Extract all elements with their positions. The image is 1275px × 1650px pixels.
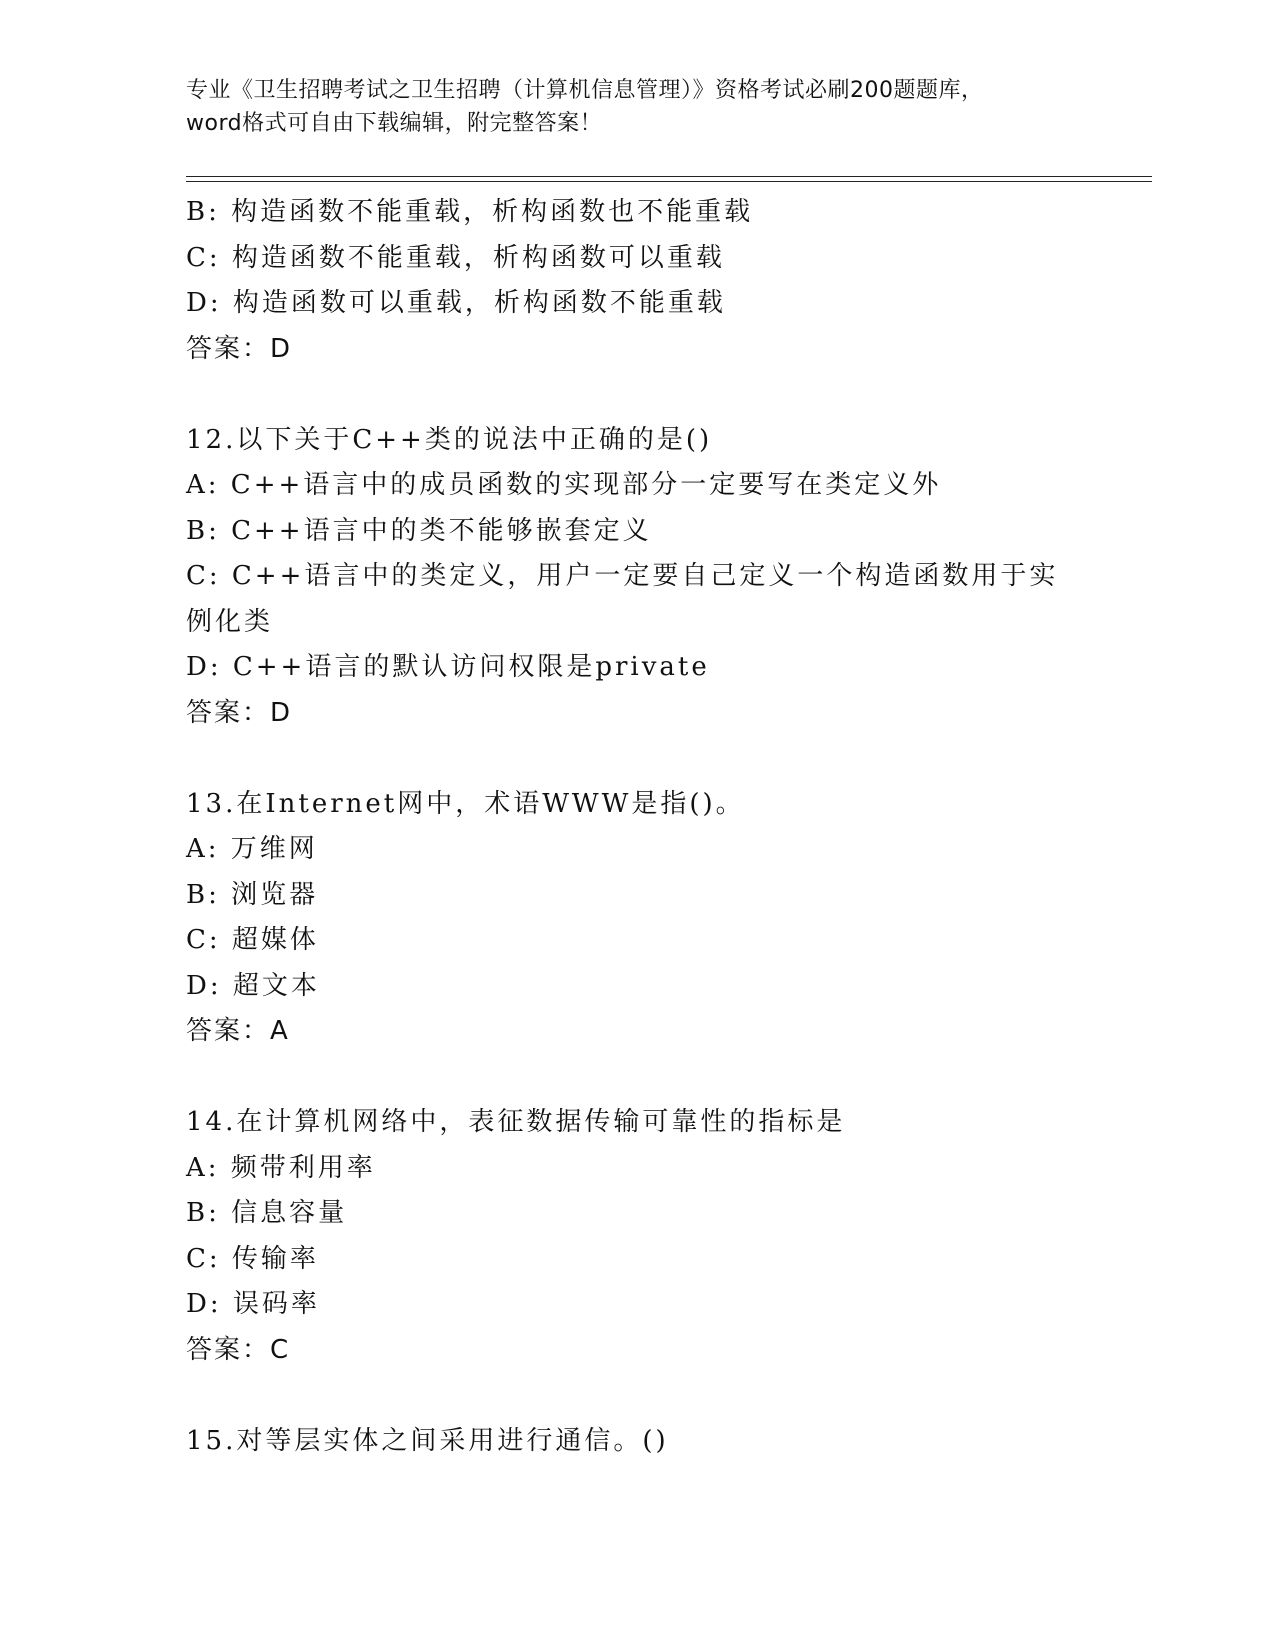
spacer [186,372,1086,418]
spacer [186,1055,1086,1101]
question-text: 12.以下关于C++类的说法中正确的是() [186,424,713,455]
option-c: C: C++语言中的类定义，用户一定要自己定义一个构造函数用于实例化类 [186,561,1059,637]
answer-label: 答案：A [186,1016,290,1046]
option-b: B: C++语言中的类不能够嵌套定义 [186,515,652,546]
answer-label: 答案：C [186,1334,291,1365]
option-d: D: C++语言的默认访问权限是private [186,652,710,682]
option-a: A: C++语言中的成员函数的实现部分一定要写在类定义外 [186,470,942,500]
header-title-line-1: 专业《卫生招聘考试之卫生招聘（计算机信息管理）》资格考试必刷200题题库， [186,78,984,103]
option-d: D: 误码率 [186,1289,320,1319]
option-d: D: 超文本 [186,970,320,1001]
option-c: C: 超媒体 [186,925,319,955]
header-divider-top [186,176,1152,177]
answer-label: 答案：D [186,333,293,364]
option-a: A: 万维网 [186,834,318,864]
question-14 [186,1100,1086,1373]
question-text: 13.在Internet网中，术语WWW是指()。 [186,788,745,819]
spacer [186,736,1086,782]
option-b: B: 信息容量 [186,1198,348,1228]
option-b: B: 构造函数不能重载，析构函数也不能重载 [186,197,754,227]
option-c: C: 构造函数不能重载，析构函数可以重载 [186,242,725,273]
question-text: 15.对等层实体之间采用进行通信。() [186,1425,669,1456]
question-text: 14.在计算机网络中，表征数据传输可靠性的指标是 [186,1107,846,1137]
option-b: B: 浏览器 [186,879,319,910]
header-divider-bottom [186,181,1152,182]
spacer [186,1373,1086,1419]
option-d: D: 构造函数可以重载，析构函数不能重载 [186,288,726,318]
question-list [186,190,1086,1464]
question-13 [186,782,1086,1055]
question-15 [186,1419,1086,1465]
option-c: C: 传输率 [186,1243,319,1274]
document-header [186,74,1086,140]
question-11-tail [186,190,1086,372]
question-12 [186,418,1086,737]
answer-label: 答案：D [186,697,293,728]
header-title-line-2: word格式可自由下载编辑，附完整答案！ [186,111,603,136]
option-a: A: 频带利用率 [186,1152,376,1183]
